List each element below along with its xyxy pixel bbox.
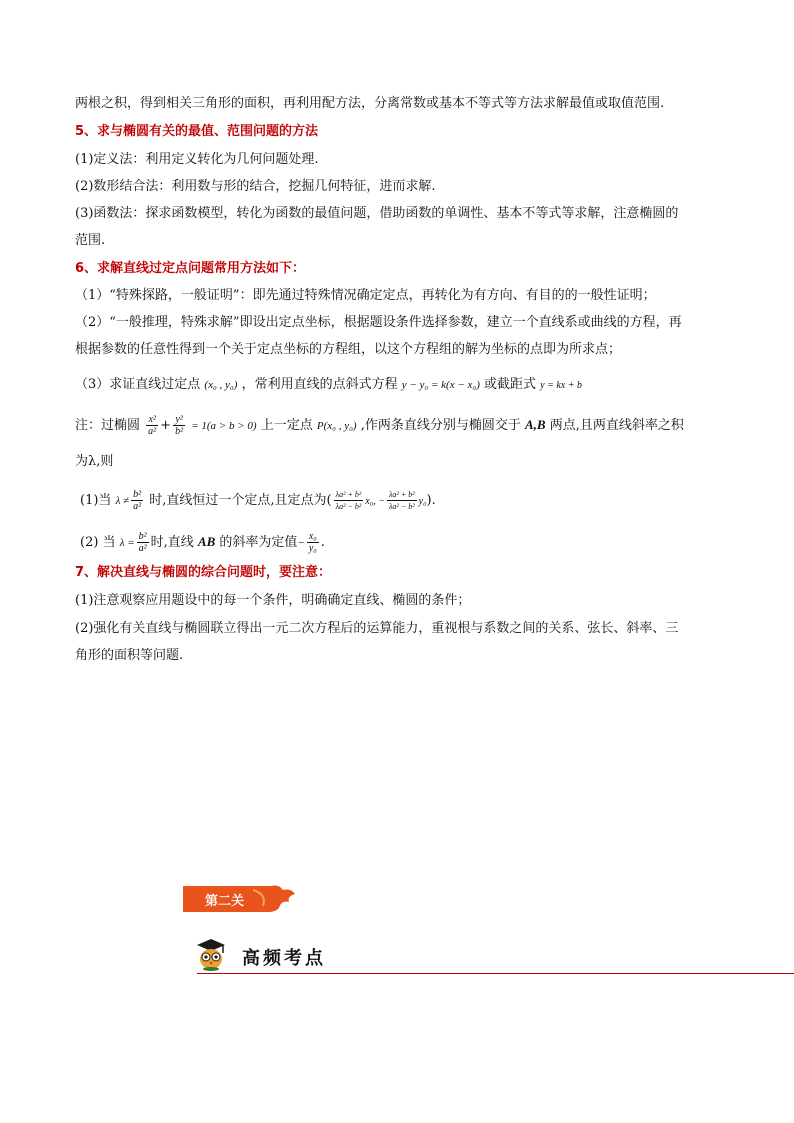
- fixed-point: (x₀ , y₀): [204, 379, 238, 391]
- case-1-mid: 时,直线恒过一个定点,且定点为(: [149, 493, 332, 508]
- method-function: (3)函数法：探求函数模型，转化为函数的最值问题，借助函数的单调性、基本不等式等求解，注意椭圆的: [75, 206, 679, 221]
- note-item-2-cont: 角形的面积等问题.: [75, 648, 184, 663]
- point-3-or: 或截距式: [484, 377, 537, 392]
- case-1-prefix: (1)当: [80, 493, 112, 508]
- point-2: （2）“一般推理，特殊求解”即设出定点坐标，根据题设条件选择参数，建立一个直线系或曲线的方程，再: [75, 315, 682, 330]
- section-title: 高频考点: [242, 948, 326, 969]
- point-P: P(x₀ , y₀): [316, 420, 357, 432]
- point-2-cont: 根据参数的任意性得到一个关于定点坐标的方程组，以这个方程组的解为坐标的点即为所求点；: [75, 342, 622, 357]
- point-3-prefix: （3）求证直线过定点: [75, 377, 201, 392]
- lambda-neq: λ ≠: [115, 495, 130, 507]
- point-3-mid: ，常利用直线的点斜式方程: [241, 377, 398, 392]
- case-2: (2) 当 λ = $\frac{\text{b²}}{\text{a²}}$ 时,直线 AB 的斜率为定值− $\frac{\text{x₀}}{\text{y₀}}$ .: [80, 531, 325, 554]
- method-definition: (1)定义法：利用定义转化为几何问题处理.: [75, 152, 319, 167]
- note-line-2: 为λ,则: [75, 454, 114, 469]
- note-item-2: (2)强化有关直线与椭圆联立得出一元二次方程后的运算能力，重视根与系数之间的关系、弦长、斜率、三: [75, 621, 679, 636]
- line-AB: AB: [197, 534, 216, 549]
- note-post: ,作两条直线分别与椭圆交于: [360, 418, 521, 433]
- heading-6: 6、求解直线过定点问题常用方法如下：: [75, 261, 306, 276]
- fraction-y2-b2: $\frac{\text{y²}}{\text{b²}}$: [175, 414, 184, 437]
- intercept-equation: y = kx + b: [540, 380, 582, 391]
- owl-mascot-icon: [193, 937, 229, 971]
- case-2-mid2: 的斜率为定值: [219, 535, 298, 550]
- note-prefix: 注：过椭圆: [75, 418, 141, 433]
- ellipse-condition: = 1(a > b > 0): [191, 420, 257, 432]
- note-mid: 上一定点: [260, 418, 313, 433]
- banner-label: 第二关: [205, 894, 245, 909]
- case-2-end: .: [320, 535, 325, 550]
- point-3: [75, 376, 582, 395]
- heading-7: 7、解决直线与椭圆的综合问题时，要注意：: [75, 565, 332, 580]
- fraction-y-coord: $\frac{\text{λa² + b²}}{\text{λa² − b²}}$: [388, 490, 415, 511]
- fraction-b2-a2: $\frac{\text{b²}}{\text{a²}}$: [133, 489, 142, 512]
- section-divider: [197, 973, 794, 974]
- lambda-eq: λ =: [119, 537, 135, 549]
- fraction-x2-a2: $\frac{\text{x²}}{\text{a²}}$: [148, 414, 157, 437]
- point-slope-equation: y − y₀ = k(x − x₀): [401, 379, 480, 391]
- case-2-prefix: (2) 当: [80, 535, 116, 550]
- method-function-cont: 范围.: [75, 233, 106, 248]
- fraction-x0-y0: $\frac{\text{x₀}}{\text{y₀}}$: [308, 531, 317, 554]
- case-1: (1)当 λ ≠ $\frac{\text{b²}}{\text{a²}}$ 时,直线恒过一个定点,且定点为( $\frac{\text{λa² + b²}}{\text{λa² − b²}}$ x₀, − $\frac{\text{λa² + b²}}{\text{λa² − b²}}$ y₀).: [80, 489, 436, 512]
- text-line: 两根之积，得到相关三角形的面积，再利用配方法，分离常数或基本不等式等方法求解最值或取值范围.: [75, 96, 665, 111]
- note-item-1: (1)注意观察应用题设中的每一个条件，明确确定直线、椭圆的条件；: [75, 593, 471, 608]
- fraction-b2-a2-2: $\frac{\text{b²}}{\text{a²}}$: [138, 531, 147, 554]
- case-1-end: ).: [426, 493, 436, 508]
- case-2-mid: 时,直线: [150, 535, 194, 550]
- points-AB: A,B: [525, 417, 546, 432]
- fraction-x-coord: $\frac{\text{λa² + b²}}{\text{λa² − b²}}$: [335, 490, 362, 511]
- heading-5: 5、求与椭圆有关的最值、范围问题的方法: [75, 124, 319, 139]
- point-1: （1）“特殊探路，一般证明”：即先通过特殊情况确定定点，再转化为有方向、有目的的一般性证明；: [75, 288, 656, 303]
- method-shape-number: (2)数形结合法：利用数与形的结合，挖掘几何特征，进而求解.: [75, 179, 436, 194]
- note-line: 注：过椭圆 $\frac{\text{x²}}{\text{a²}}$ + $\frac{\text{y²}}{\text{b²}}$ = 1(a > b > 0) 上一定点 P(x₀ , y₀) ,作两条直线分别与椭圆交于 A,B 两点,且两直线斜率之积: [75, 414, 684, 437]
- note-end: 两点,且两直线斜率之积: [549, 418, 684, 433]
